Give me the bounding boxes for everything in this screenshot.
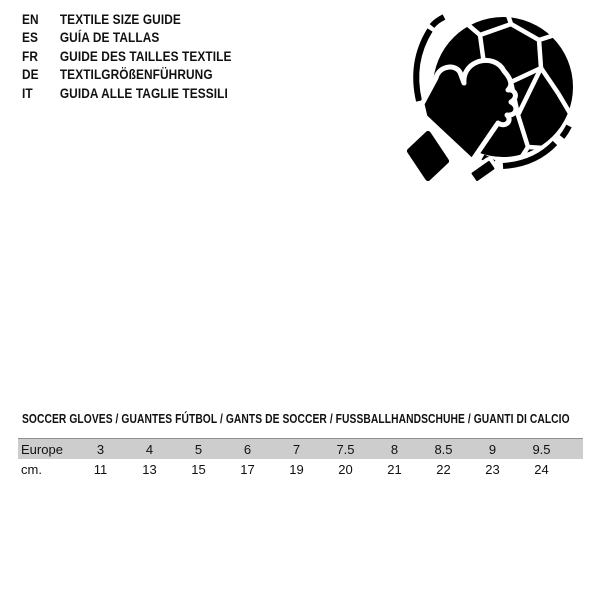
size-value: 22: [436, 461, 451, 477]
size-table: [18, 438, 583, 479]
language-row-it: [22, 85, 231, 103]
goalkeeper-glove-ball-icon: [400, 2, 578, 198]
language-label: TEXTILE SIZE GUIDE: [59, 12, 181, 27]
size-value: 21: [387, 461, 402, 477]
size-value: 24: [534, 461, 549, 477]
language-label: GUIDA ALLE TAGLIE TESSILI: [59, 85, 228, 101]
language-code: IT: [22, 85, 33, 101]
size-table-row-cm: [18, 459, 583, 479]
language-label: GUIDE DES TAILLES TEXTILE: [59, 48, 232, 64]
size-value: 9: [488, 441, 497, 457]
size-table-title: SOCCER GLOVES / GUANTES FÚTBOL / GANTS DE SOCCER / FUSSBALLHANDSCHUHE / GUANTI DI CALCIO: [22, 411, 570, 426]
row-label: cm.: [21, 461, 42, 477]
size-value: 23: [485, 461, 500, 477]
size-value: 11: [93, 461, 108, 477]
language-label: TEXTILGRÖßENFÜHRUNG: [59, 67, 213, 83]
language-list: [22, 11, 231, 103]
size-value: 19: [289, 461, 304, 477]
language-row-en: [22, 11, 231, 29]
size-value: 15: [191, 461, 206, 477]
size-value: 9.5: [532, 441, 551, 457]
size-value: 7: [292, 441, 301, 457]
size-value: 4: [145, 441, 154, 457]
size-value: 8.5: [434, 441, 453, 457]
language-code: DE: [22, 67, 39, 83]
size-table-row-europe: [18, 438, 583, 459]
language-row-es: [22, 29, 231, 47]
language-code: ES: [22, 30, 39, 46]
language-code: EN: [22, 12, 39, 27]
size-value: 5: [194, 441, 203, 457]
row-label: Europe: [21, 441, 63, 457]
size-value: 13: [142, 461, 157, 477]
language-code: FR: [22, 48, 39, 64]
size-value: 6: [243, 441, 252, 457]
size-value: 7.5: [336, 441, 355, 457]
size-value: 3: [96, 441, 105, 457]
size-value: 17: [240, 461, 255, 477]
language-row-fr: [22, 48, 231, 66]
glove-cuff-shape: [410, 134, 446, 178]
language-label: GUÍA DE TALLAS: [59, 30, 160, 46]
size-value: 8: [390, 441, 399, 457]
size-value: 20: [338, 461, 353, 477]
language-row-de: [22, 66, 231, 84]
